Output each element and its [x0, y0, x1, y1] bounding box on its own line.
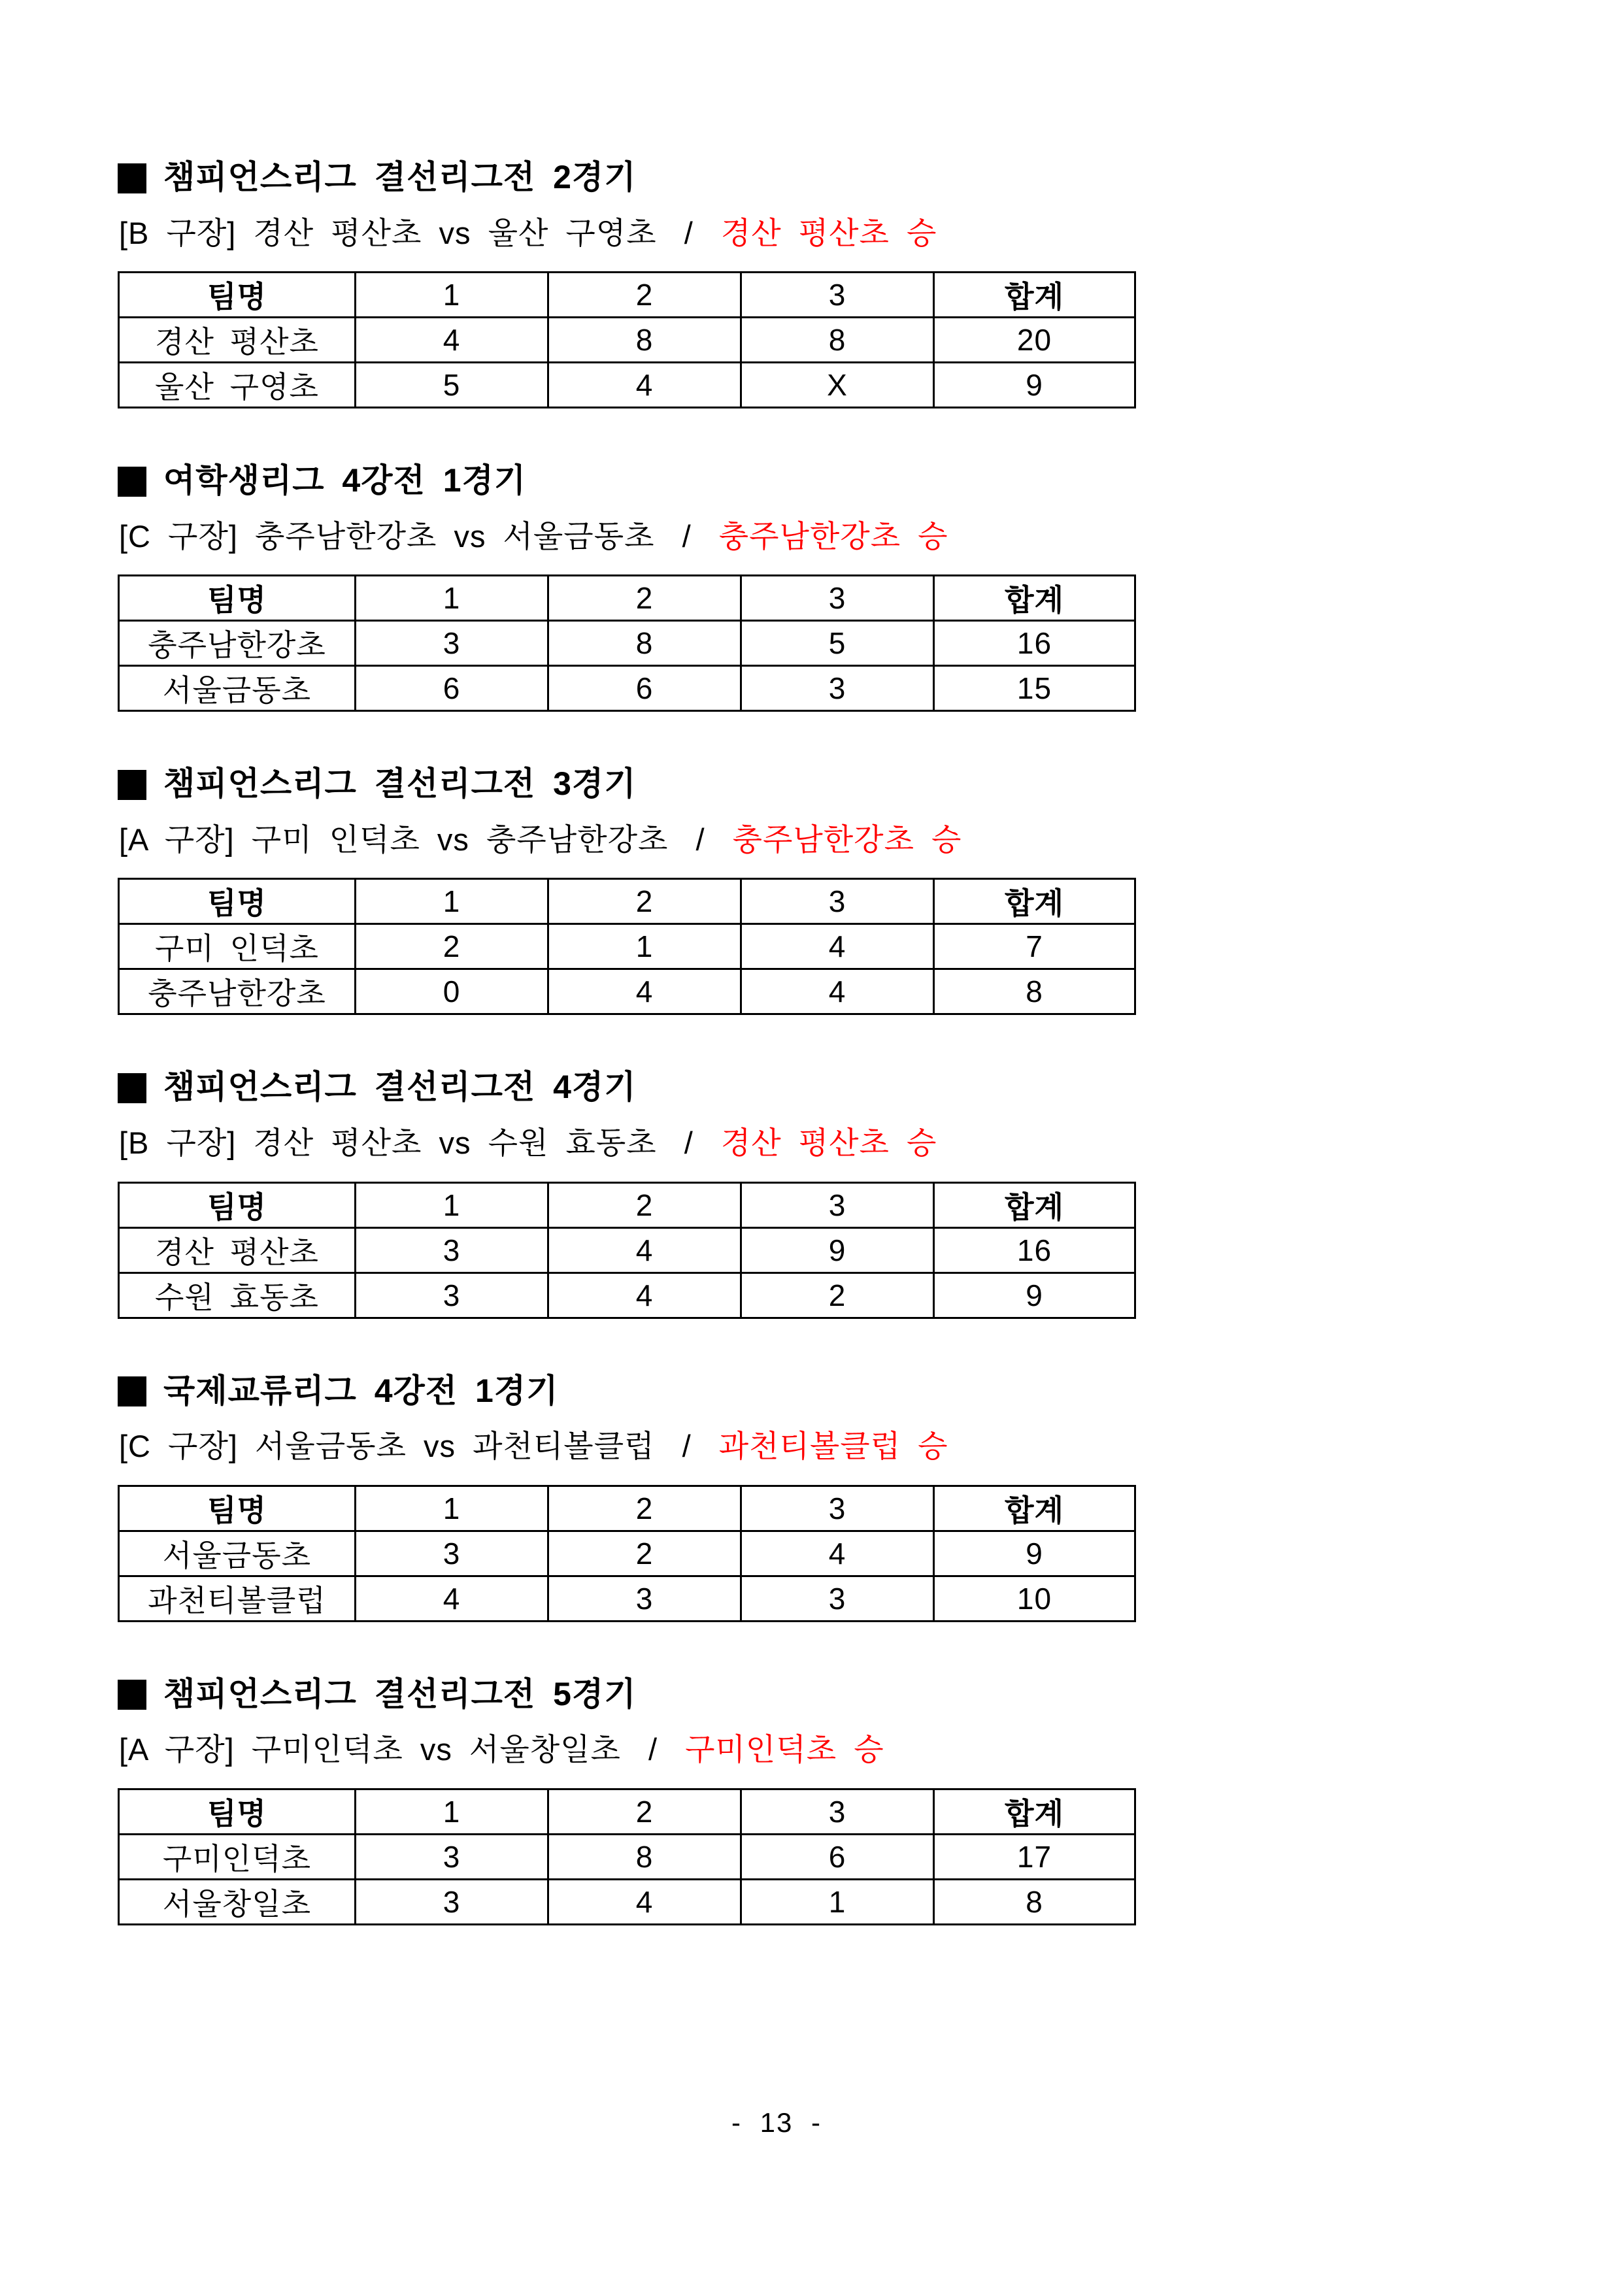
score-table-header-row: [119, 273, 1135, 318]
sections-container: [118, 159, 1144, 1979]
score-inning-2: 4: [548, 1879, 741, 1924]
section-heading: [118, 1676, 1144, 1714]
team-name: 서울금동초: [119, 666, 356, 711]
team-name: 구미인덕초: [119, 1834, 356, 1879]
col-header-total: 합계: [934, 879, 1135, 924]
match-info-line: [118, 216, 1144, 251]
col-header-team: 팀명: [119, 879, 356, 924]
team-name: 구미 인덕초: [119, 924, 356, 969]
score-inning-1: 3: [356, 1834, 548, 1879]
score-inning-3: 4: [741, 924, 934, 969]
score-inning-1: 3: [356, 1879, 548, 1924]
match-section: [118, 1676, 1144, 1925]
match-info-line: [118, 1429, 1144, 1464]
score-total: 17: [934, 1834, 1135, 1879]
score-total: 16: [934, 1227, 1135, 1273]
col-header-total: 합계: [934, 1486, 1135, 1531]
col-header-inning-2: 2: [548, 273, 741, 318]
score-inning-3: 3: [741, 1576, 934, 1621]
score-inning-2: 6: [548, 666, 741, 711]
team-name: 울산 구영초: [119, 363, 356, 408]
score-total: 7: [934, 924, 1135, 969]
score-inning-2: 4: [548, 363, 741, 408]
col-header-inning-2: 2: [548, 1182, 741, 1227]
separator-slash: /: [682, 1429, 692, 1463]
match-info-line: [118, 1733, 1144, 1767]
score-table-header-row: [119, 1182, 1135, 1227]
score-inning-3: 4: [741, 969, 934, 1014]
section-heading-text: 챔피언스리그 결선리그전 2경기: [163, 159, 637, 195]
score-table-row: [119, 1531, 1135, 1576]
score-inning-3: 5: [741, 621, 934, 666]
score-table: [118, 574, 1136, 712]
section-bullet-icon: [118, 163, 146, 193]
score-inning-2: 4: [548, 1227, 741, 1273]
col-header-inning-3: 3: [741, 273, 934, 318]
col-header-total: 합계: [934, 576, 1135, 621]
score-table-row: [119, 1834, 1135, 1879]
col-header-total: 합계: [934, 1789, 1135, 1834]
score-total: 10: [934, 1576, 1135, 1621]
col-header-team: 팀명: [119, 1182, 356, 1227]
score-table-row: [119, 924, 1135, 969]
col-header-inning-2: 2: [548, 1789, 741, 1834]
col-header-team: 팀명: [119, 576, 356, 621]
match-info-text: [B 구장] 경산 평산초 vs 울산 구영초: [119, 215, 657, 250]
score-inning-1: 2: [356, 924, 548, 969]
score-inning-2: 8: [548, 621, 741, 666]
section-bullet-icon: [118, 467, 146, 497]
score-inning-1: 4: [356, 318, 548, 363]
col-header-inning-3: 3: [741, 879, 934, 924]
col-header-inning-2: 2: [548, 1486, 741, 1531]
score-table-row: [119, 1273, 1135, 1318]
score-table-row: [119, 363, 1135, 408]
match-section: [118, 159, 1144, 408]
score-table: [118, 1485, 1136, 1622]
col-header-inning-2: 2: [548, 576, 741, 621]
score-table: [118, 1182, 1136, 1319]
score-table-header-row: [119, 576, 1135, 621]
col-header-inning-3: 3: [741, 576, 934, 621]
winner-text: 경산 평산초 승: [720, 1125, 937, 1160]
score-total: 9: [934, 1273, 1135, 1318]
section-bullet-icon: [118, 1073, 146, 1103]
section-heading-text: 챔피언스리그 결선리그전 3경기: [163, 765, 637, 803]
team-name: 경산 평산초: [119, 1227, 356, 1273]
col-header-inning-1: 1: [356, 1486, 548, 1531]
match-info-text: [C 구장] 충주남한강초 vs 서울금동초: [119, 518, 655, 554]
match-section: [118, 1069, 1144, 1318]
section-heading-text: 챔피언스리그 결선리그전 4경기: [163, 1069, 637, 1106]
score-table: [118, 878, 1136, 1015]
score-inning-2: 4: [548, 1273, 741, 1318]
winner-text: 과천티볼클럽 승: [718, 1429, 948, 1463]
section-heading-text: 챔피언스리그 결선리그전 5경기: [163, 1675, 637, 1712]
score-table-header-row: [119, 1789, 1135, 1834]
score-inning-3: 4: [741, 1531, 934, 1576]
score-table: [118, 271, 1136, 408]
col-header-inning-2: 2: [548, 879, 741, 924]
score-table-row: [119, 621, 1135, 666]
section-bullet-icon: [118, 1376, 146, 1406]
score-inning-1: 3: [356, 1227, 548, 1273]
page-number: - 13 -: [731, 2107, 822, 2138]
col-header-inning-1: 1: [356, 273, 548, 318]
match-section: [118, 462, 1144, 712]
score-table-row: [119, 666, 1135, 711]
score-inning-1: 4: [356, 1576, 548, 1621]
score-inning-1: 5: [356, 363, 548, 408]
score-total: 8: [934, 1879, 1135, 1924]
score-inning-3: 3: [741, 666, 934, 711]
col-header-inning-3: 3: [741, 1789, 934, 1834]
col-header-team: 팀명: [119, 1789, 356, 1834]
match-info-line: [118, 520, 1144, 554]
score-total: 15: [934, 666, 1135, 711]
score-inning-2: 3: [548, 1576, 741, 1621]
score-inning-1: 6: [356, 666, 548, 711]
winner-text: 경산 평산초 승: [720, 215, 937, 250]
score-table-row: [119, 1227, 1135, 1273]
score-inning-2: 4: [548, 969, 741, 1014]
score-inning-3: 1: [741, 1879, 934, 1924]
score-table: [118, 1788, 1136, 1925]
score-total: 9: [934, 1531, 1135, 1576]
match-info-text: [B 구장] 경산 평산초 vs 수원 효동초: [119, 1125, 657, 1160]
col-header-inning-1: 1: [356, 1789, 548, 1834]
score-table-header-row: [119, 1486, 1135, 1531]
team-name: 충주남한강초: [119, 969, 356, 1014]
score-table-row: [119, 1576, 1135, 1621]
score-total: 16: [934, 621, 1135, 666]
score-inning-2: 1: [548, 924, 741, 969]
section-bullet-icon: [118, 1680, 146, 1710]
winner-text: 충주남한강초 승: [718, 518, 948, 554]
score-table-row: [119, 1879, 1135, 1924]
score-table-header-row: [119, 879, 1135, 924]
score-inning-1: 3: [356, 621, 548, 666]
match-info-line: [118, 1126, 1144, 1161]
team-name: 과천티볼클럽: [119, 1576, 356, 1621]
score-inning-2: 8: [548, 318, 741, 363]
section-bullet-icon: [118, 770, 146, 800]
separator-slash: /: [682, 518, 692, 554]
score-inning-1: 3: [356, 1531, 548, 1576]
score-inning-3: 9: [741, 1227, 934, 1273]
score-inning-2: 2: [548, 1531, 741, 1576]
section-heading: [118, 462, 1144, 500]
col-header-inning-1: 1: [356, 1182, 548, 1227]
score-inning-2: 8: [548, 1834, 741, 1879]
score-inning-1: 0: [356, 969, 548, 1014]
col-header-total: 합계: [934, 1182, 1135, 1227]
match-info-text: [A 구장] 구미 인덕초 vs 충주남한강초: [119, 822, 669, 857]
section-heading: [118, 1069, 1144, 1106]
col-header-inning-1: 1: [356, 576, 548, 621]
score-total: 9: [934, 363, 1135, 408]
section-heading-text: 여학생리그 4강전 1경기: [163, 462, 527, 499]
section-heading: [118, 159, 1144, 197]
score-inning-1: 3: [356, 1273, 548, 1318]
score-inning-3: X: [741, 363, 934, 408]
separator-slash: /: [684, 1125, 694, 1160]
col-header-inning-3: 3: [741, 1182, 934, 1227]
team-name: 서울금동초: [119, 1531, 356, 1576]
match-info-line: [118, 823, 1144, 857]
match-info-text: [C 구장] 서울금동초 vs 과천티볼클럽: [119, 1429, 655, 1463]
section-heading-text: 국제교류리그 4강전 1경기: [163, 1372, 559, 1409]
score-total: 8: [934, 969, 1135, 1014]
score-inning-3: 2: [741, 1273, 934, 1318]
match-section: [118, 1373, 1144, 1622]
score-table-row: [119, 969, 1135, 1014]
score-table-row: [119, 318, 1135, 363]
section-heading: [118, 1373, 1144, 1410]
match-section: [118, 765, 1144, 1015]
team-name: 서울창일초: [119, 1879, 356, 1924]
team-name: 경산 평산초: [119, 318, 356, 363]
col-header-inning-3: 3: [741, 1486, 934, 1531]
separator-slash: /: [695, 822, 705, 857]
team-name: 충주남한강초: [119, 621, 356, 666]
separator-slash: /: [684, 215, 694, 250]
winner-text: 충주남한강초 승: [732, 822, 962, 857]
col-header-inning-1: 1: [356, 879, 548, 924]
match-info-text: [A 구장] 구미인덕초 vs 서울창일초: [119, 1732, 621, 1767]
score-inning-3: 8: [741, 318, 934, 363]
score-inning-3: 6: [741, 1834, 934, 1879]
score-total: 20: [934, 318, 1135, 363]
col-header-total: 합계: [934, 273, 1135, 318]
winner-text: 구미인덕초 승: [685, 1732, 884, 1767]
col-header-team: 팀명: [119, 1486, 356, 1531]
team-name: 수원 효동초: [119, 1273, 356, 1318]
col-header-team: 팀명: [119, 273, 356, 318]
separator-slash: /: [648, 1732, 658, 1767]
section-heading: [118, 765, 1144, 803]
